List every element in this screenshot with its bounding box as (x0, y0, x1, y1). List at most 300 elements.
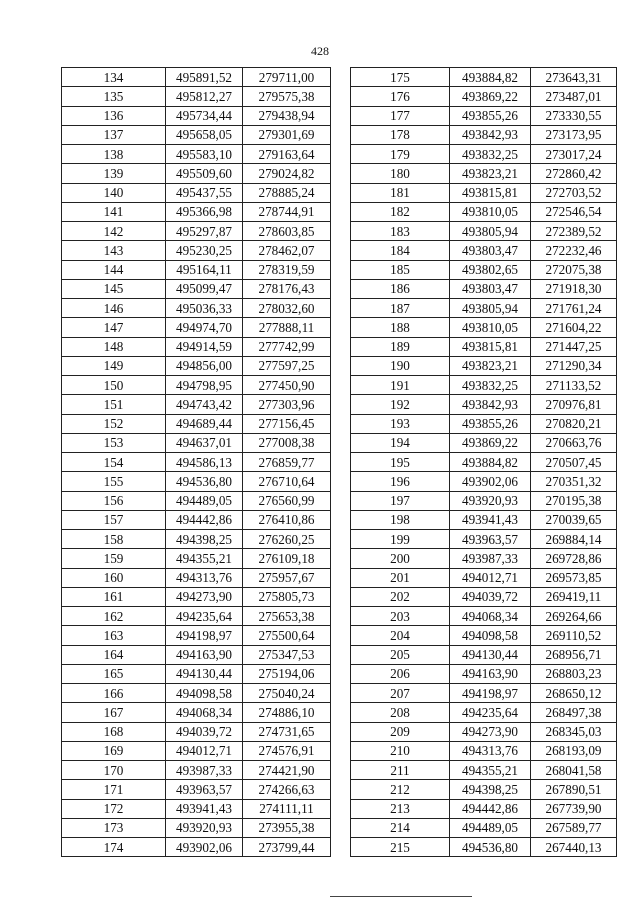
table-row (62, 318, 331, 337)
x-coordinate-cell: 493941,43 (450, 510, 531, 529)
x-coordinate-cell: 493842,93 (450, 395, 531, 414)
x-coordinate-cell: 494442,86 (166, 510, 243, 529)
x-coordinate-cell: 495583,10 (166, 145, 243, 164)
table-row (62, 491, 331, 510)
point-number-cell: 159 (62, 549, 166, 568)
x-coordinate-cell: 493815,81 (450, 337, 531, 356)
y-coordinate-cell: 277742,99 (243, 337, 331, 356)
point-number-cell: 208 (351, 703, 450, 722)
x-coordinate-cell: 494235,64 (166, 607, 243, 626)
bottom-rule (330, 896, 472, 897)
table-row (351, 626, 617, 645)
table-row (62, 202, 331, 221)
x-coordinate-cell: 494098,58 (166, 684, 243, 703)
y-coordinate-cell: 268497,38 (531, 703, 617, 722)
y-coordinate-cell: 277156,45 (243, 414, 331, 433)
x-coordinate-cell: 495366,98 (166, 202, 243, 221)
table-row (351, 703, 617, 722)
x-coordinate-cell: 494130,44 (166, 664, 243, 683)
x-coordinate-cell: 493884,82 (450, 453, 531, 472)
point-number-cell: 187 (351, 299, 450, 318)
x-coordinate-cell: 494039,72 (166, 722, 243, 741)
x-coordinate-cell: 494198,97 (450, 684, 531, 703)
y-coordinate-cell: 271604,22 (531, 318, 617, 337)
table-row (351, 318, 617, 337)
point-number-cell: 205 (351, 645, 450, 664)
y-coordinate-cell: 272860,42 (531, 164, 617, 183)
x-coordinate-cell: 494489,05 (166, 491, 243, 510)
table-row (62, 222, 331, 241)
point-number-cell: 178 (351, 125, 450, 144)
point-number-cell: 136 (62, 106, 166, 125)
y-coordinate-cell: 274266,63 (243, 780, 331, 799)
table-row (351, 838, 617, 857)
table-row (351, 664, 617, 683)
x-coordinate-cell: 494798,95 (166, 376, 243, 395)
x-coordinate-cell: 493815,81 (450, 183, 531, 202)
table-row (62, 607, 331, 626)
table-row (351, 241, 617, 260)
y-coordinate-cell: 278032,60 (243, 299, 331, 318)
x-coordinate-cell: 494273,90 (450, 722, 531, 741)
x-coordinate-cell: 493941,43 (166, 799, 243, 818)
table-row (62, 106, 331, 125)
table-row (351, 356, 617, 375)
y-coordinate-cell: 268956,71 (531, 645, 617, 664)
table-row (351, 279, 617, 298)
x-coordinate-cell: 493869,22 (450, 87, 531, 106)
x-coordinate-cell: 495437,55 (166, 183, 243, 202)
y-coordinate-cell: 267589,77 (531, 818, 617, 837)
x-coordinate-cell: 495734,44 (166, 106, 243, 125)
x-coordinate-cell: 494856,00 (166, 356, 243, 375)
x-coordinate-cell: 494914,59 (166, 337, 243, 356)
y-coordinate-cell: 278176,43 (243, 279, 331, 298)
table-row (62, 838, 331, 857)
y-coordinate-cell: 271918,30 (531, 279, 617, 298)
point-number-cell: 174 (62, 838, 166, 857)
x-coordinate-cell: 495891,52 (166, 68, 243, 87)
table-row (62, 780, 331, 799)
point-number-cell: 185 (351, 260, 450, 279)
y-coordinate-cell: 275347,53 (243, 645, 331, 664)
y-coordinate-cell: 278744,91 (243, 202, 331, 221)
x-coordinate-cell: 495509,60 (166, 164, 243, 183)
point-number-cell: 155 (62, 472, 166, 491)
point-number-cell: 157 (62, 510, 166, 529)
x-coordinate-cell: 494313,76 (450, 741, 531, 760)
x-coordinate-cell: 493805,94 (450, 299, 531, 318)
x-coordinate-cell: 494012,71 (450, 568, 531, 587)
point-number-cell: 190 (351, 356, 450, 375)
table-row (351, 530, 617, 549)
x-coordinate-cell: 494198,97 (166, 626, 243, 645)
y-coordinate-cell: 269264,66 (531, 607, 617, 626)
point-number-cell: 140 (62, 183, 166, 202)
y-coordinate-cell: 268193,09 (531, 741, 617, 760)
table-row (351, 568, 617, 587)
y-coordinate-cell: 267440,13 (531, 838, 617, 857)
point-number-cell: 167 (62, 703, 166, 722)
y-coordinate-cell: 278319,59 (243, 260, 331, 279)
point-number-cell: 204 (351, 626, 450, 645)
table-row (351, 799, 617, 818)
y-coordinate-cell: 273643,31 (531, 68, 617, 87)
x-coordinate-cell: 494442,86 (450, 799, 531, 818)
y-coordinate-cell: 269884,14 (531, 530, 617, 549)
table-row (351, 183, 617, 202)
table-row (351, 145, 617, 164)
y-coordinate-cell: 272703,52 (531, 183, 617, 202)
point-number-cell: 173 (62, 818, 166, 837)
x-coordinate-cell: 495164,11 (166, 260, 243, 279)
x-coordinate-cell: 493802,65 (450, 260, 531, 279)
point-number-cell: 184 (351, 241, 450, 260)
x-coordinate-cell: 494974,70 (166, 318, 243, 337)
point-number-cell: 192 (351, 395, 450, 414)
y-coordinate-cell: 269728,86 (531, 549, 617, 568)
y-coordinate-cell: 267739,90 (531, 799, 617, 818)
table-row (351, 761, 617, 780)
point-number-cell: 200 (351, 549, 450, 568)
point-number-cell: 188 (351, 318, 450, 337)
point-number-cell: 177 (351, 106, 450, 125)
point-number-cell: 209 (351, 722, 450, 741)
x-coordinate-cell: 494355,21 (450, 761, 531, 780)
table-row (351, 472, 617, 491)
table-row (62, 414, 331, 433)
table-row (62, 164, 331, 183)
point-number-cell: 171 (62, 780, 166, 799)
x-coordinate-cell: 495812,27 (166, 87, 243, 106)
table-row (62, 799, 331, 818)
point-number-cell: 148 (62, 337, 166, 356)
point-number-cell: 168 (62, 722, 166, 741)
table-row (62, 510, 331, 529)
x-coordinate-cell: 493920,93 (450, 491, 531, 510)
point-number-cell: 158 (62, 530, 166, 549)
y-coordinate-cell: 273487,01 (531, 87, 617, 106)
x-coordinate-cell: 494586,13 (166, 453, 243, 472)
table-row (62, 433, 331, 452)
y-coordinate-cell: 268041,58 (531, 761, 617, 780)
x-coordinate-cell: 494536,80 (166, 472, 243, 491)
y-coordinate-cell: 272389,52 (531, 222, 617, 241)
x-coordinate-cell: 494068,34 (166, 703, 243, 722)
point-number-cell: 210 (351, 741, 450, 760)
table-row (62, 337, 331, 356)
y-coordinate-cell: 269110,52 (531, 626, 617, 645)
table-row (62, 183, 331, 202)
y-coordinate-cell: 275805,73 (243, 587, 331, 606)
table-row (62, 664, 331, 683)
table-row (351, 68, 617, 87)
y-coordinate-cell: 273017,24 (531, 145, 617, 164)
table-row (62, 68, 331, 87)
table-row (62, 684, 331, 703)
y-coordinate-cell: 276260,25 (243, 530, 331, 549)
table-row (351, 337, 617, 356)
x-coordinate-cell: 494689,44 (166, 414, 243, 433)
table-row (62, 626, 331, 645)
table-row (62, 549, 331, 568)
table-row (351, 414, 617, 433)
table-row (62, 356, 331, 375)
x-coordinate-cell: 494398,25 (450, 780, 531, 799)
point-number-cell: 153 (62, 433, 166, 452)
coordinates-table-left (61, 67, 331, 857)
table-row (62, 87, 331, 106)
y-coordinate-cell: 278603,85 (243, 222, 331, 241)
table-row (351, 780, 617, 799)
point-number-cell: 162 (62, 607, 166, 626)
x-coordinate-cell: 493810,05 (450, 318, 531, 337)
point-number-cell: 160 (62, 568, 166, 587)
x-coordinate-cell: 493920,93 (166, 818, 243, 837)
point-number-cell: 166 (62, 684, 166, 703)
y-coordinate-cell: 276710,64 (243, 472, 331, 491)
y-coordinate-cell: 276410,86 (243, 510, 331, 529)
table-row (62, 722, 331, 741)
x-coordinate-cell: 493963,57 (166, 780, 243, 799)
table-row (351, 722, 617, 741)
y-coordinate-cell: 274576,91 (243, 741, 331, 760)
y-coordinate-cell: 273173,95 (531, 125, 617, 144)
y-coordinate-cell: 275957,67 (243, 568, 331, 587)
x-coordinate-cell: 494098,58 (450, 626, 531, 645)
table-row (62, 587, 331, 606)
x-coordinate-cell: 494235,64 (450, 703, 531, 722)
table-row (351, 376, 617, 395)
y-coordinate-cell: 277303,96 (243, 395, 331, 414)
table-row (351, 299, 617, 318)
table-row (351, 684, 617, 703)
table-row (62, 568, 331, 587)
y-coordinate-cell: 279024,82 (243, 164, 331, 183)
x-coordinate-cell: 493855,26 (450, 414, 531, 433)
x-coordinate-cell: 494489,05 (450, 818, 531, 837)
table-row (62, 818, 331, 837)
point-number-cell: 196 (351, 472, 450, 491)
x-coordinate-cell: 493987,33 (450, 549, 531, 568)
point-number-cell: 201 (351, 568, 450, 587)
y-coordinate-cell: 279711,00 (243, 68, 331, 87)
y-coordinate-cell: 270039,65 (531, 510, 617, 529)
point-number-cell: 163 (62, 626, 166, 645)
x-coordinate-cell: 493805,94 (450, 222, 531, 241)
point-number-cell: 156 (62, 491, 166, 510)
point-number-cell: 195 (351, 453, 450, 472)
x-coordinate-cell: 493869,22 (450, 433, 531, 452)
table-row (351, 125, 617, 144)
y-coordinate-cell: 275500,64 (243, 626, 331, 645)
point-number-cell: 181 (351, 183, 450, 202)
point-number-cell: 202 (351, 587, 450, 606)
point-number-cell: 154 (62, 453, 166, 472)
point-number-cell: 138 (62, 145, 166, 164)
x-coordinate-cell: 493902,06 (450, 472, 531, 491)
point-number-cell: 194 (351, 433, 450, 452)
y-coordinate-cell: 279575,38 (243, 87, 331, 106)
y-coordinate-cell: 277597,25 (243, 356, 331, 375)
y-coordinate-cell: 272075,38 (531, 260, 617, 279)
y-coordinate-cell: 269419,11 (531, 587, 617, 606)
y-coordinate-cell: 270351,32 (531, 472, 617, 491)
x-coordinate-cell: 493902,06 (166, 838, 243, 857)
y-coordinate-cell: 276560,99 (243, 491, 331, 510)
point-number-cell: 206 (351, 664, 450, 683)
y-coordinate-cell: 274731,65 (243, 722, 331, 741)
y-coordinate-cell: 277008,38 (243, 433, 331, 452)
x-coordinate-cell: 493832,25 (450, 376, 531, 395)
table-row (351, 106, 617, 125)
point-number-cell: 137 (62, 125, 166, 144)
table-row (62, 376, 331, 395)
point-number-cell: 172 (62, 799, 166, 818)
table-row (351, 607, 617, 626)
y-coordinate-cell: 268803,23 (531, 664, 617, 683)
table-row (62, 703, 331, 722)
table-row (351, 260, 617, 279)
table-row (62, 299, 331, 318)
x-coordinate-cell: 494273,90 (166, 587, 243, 606)
point-number-cell: 165 (62, 664, 166, 683)
x-coordinate-cell: 494355,21 (166, 549, 243, 568)
table-row (62, 279, 331, 298)
y-coordinate-cell: 271133,52 (531, 376, 617, 395)
point-number-cell: 145 (62, 279, 166, 298)
y-coordinate-cell: 267890,51 (531, 780, 617, 799)
table-row (62, 472, 331, 491)
point-number-cell: 135 (62, 87, 166, 106)
point-number-cell: 213 (351, 799, 450, 818)
y-coordinate-cell: 270507,45 (531, 453, 617, 472)
y-coordinate-cell: 270820,21 (531, 414, 617, 433)
point-number-cell: 139 (62, 164, 166, 183)
y-coordinate-cell: 277888,11 (243, 318, 331, 337)
table-row (351, 433, 617, 452)
point-number-cell: 207 (351, 684, 450, 703)
table-row (62, 145, 331, 164)
y-coordinate-cell: 270195,38 (531, 491, 617, 510)
point-number-cell: 169 (62, 741, 166, 760)
y-coordinate-cell: 275653,38 (243, 607, 331, 626)
y-coordinate-cell: 276859,77 (243, 453, 331, 472)
y-coordinate-cell: 275040,24 (243, 684, 331, 703)
point-number-cell: 141 (62, 202, 166, 221)
y-coordinate-cell: 274111,11 (243, 799, 331, 818)
x-coordinate-cell: 493823,21 (450, 164, 531, 183)
point-number-cell: 150 (62, 376, 166, 395)
x-coordinate-cell: 494163,90 (450, 664, 531, 683)
y-coordinate-cell: 272546,54 (531, 202, 617, 221)
x-coordinate-cell: 494743,42 (166, 395, 243, 414)
x-coordinate-cell: 494163,90 (166, 645, 243, 664)
point-number-cell: 182 (351, 202, 450, 221)
y-coordinate-cell: 273330,55 (531, 106, 617, 125)
y-coordinate-cell: 270976,81 (531, 395, 617, 414)
point-number-cell: 142 (62, 222, 166, 241)
point-number-cell: 146 (62, 299, 166, 318)
table-row (351, 395, 617, 414)
x-coordinate-cell: 493810,05 (450, 202, 531, 221)
x-coordinate-cell: 493884,82 (450, 68, 531, 87)
x-coordinate-cell: 493987,33 (166, 761, 243, 780)
x-coordinate-cell: 495036,33 (166, 299, 243, 318)
point-number-cell: 203 (351, 607, 450, 626)
x-coordinate-cell: 493842,93 (450, 125, 531, 144)
table-row (62, 453, 331, 472)
point-number-cell: 164 (62, 645, 166, 664)
x-coordinate-cell: 495099,47 (166, 279, 243, 298)
y-coordinate-cell: 273799,44 (243, 838, 331, 857)
x-coordinate-cell: 494536,80 (450, 838, 531, 857)
x-coordinate-cell: 494068,34 (450, 607, 531, 626)
x-coordinate-cell: 493823,21 (450, 356, 531, 375)
x-coordinate-cell: 493803,47 (450, 241, 531, 260)
point-number-cell: 193 (351, 414, 450, 433)
table-row (351, 164, 617, 183)
x-coordinate-cell: 495658,05 (166, 125, 243, 144)
table-row (62, 530, 331, 549)
y-coordinate-cell: 278462,07 (243, 241, 331, 260)
table-row (62, 125, 331, 144)
y-coordinate-cell: 268650,12 (531, 684, 617, 703)
x-coordinate-cell: 495230,25 (166, 241, 243, 260)
table-row (351, 587, 617, 606)
point-number-cell: 161 (62, 587, 166, 606)
x-coordinate-cell: 494012,71 (166, 741, 243, 760)
point-number-cell: 176 (351, 87, 450, 106)
x-coordinate-cell: 493963,57 (450, 530, 531, 549)
y-coordinate-cell: 275194,06 (243, 664, 331, 683)
y-coordinate-cell: 279163,64 (243, 145, 331, 164)
point-number-cell: 144 (62, 260, 166, 279)
y-coordinate-cell: 268345,03 (531, 722, 617, 741)
table-row (62, 761, 331, 780)
point-number-cell: 170 (62, 761, 166, 780)
point-number-cell: 189 (351, 337, 450, 356)
x-coordinate-cell: 493803,47 (450, 279, 531, 298)
x-coordinate-cell: 494039,72 (450, 587, 531, 606)
point-number-cell: 149 (62, 356, 166, 375)
table-row (351, 645, 617, 664)
x-coordinate-cell: 494313,76 (166, 568, 243, 587)
y-coordinate-cell: 276109,18 (243, 549, 331, 568)
x-coordinate-cell: 495297,87 (166, 222, 243, 241)
table-row (351, 741, 617, 760)
table-row (351, 202, 617, 221)
point-number-cell: 199 (351, 530, 450, 549)
point-number-cell: 134 (62, 68, 166, 87)
page-number: 428 (311, 44, 329, 58)
point-number-cell: 143 (62, 241, 166, 260)
table-row (351, 453, 617, 472)
table-row (351, 549, 617, 568)
table-row (351, 818, 617, 837)
point-number-cell: 175 (351, 68, 450, 87)
y-coordinate-cell: 273955,38 (243, 818, 331, 837)
y-coordinate-cell: 274886,10 (243, 703, 331, 722)
table-row (351, 491, 617, 510)
y-coordinate-cell: 277450,90 (243, 376, 331, 395)
point-number-cell: 183 (351, 222, 450, 241)
table-row (62, 741, 331, 760)
y-coordinate-cell: 279438,94 (243, 106, 331, 125)
point-number-cell: 186 (351, 279, 450, 298)
point-number-cell: 197 (351, 491, 450, 510)
point-number-cell: 152 (62, 414, 166, 433)
